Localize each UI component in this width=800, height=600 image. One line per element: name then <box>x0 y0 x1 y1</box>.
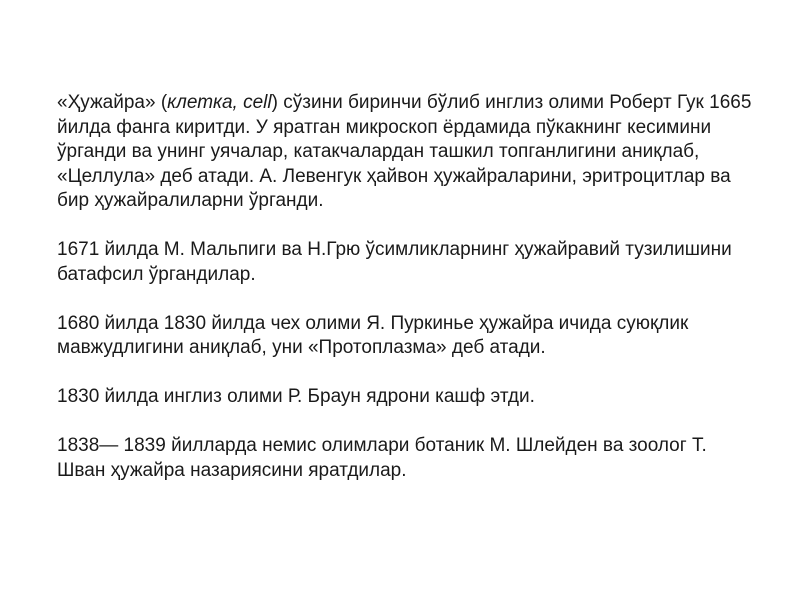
paragraph-purkinje: 1680 йилда 1830 йилда чех олими Я. Пуркинье ҳужайра ичида суюқлик мавжудлигини аниқлаб, уни «Протоплазма» деб атади. <box>57 312 689 358</box>
paragraph-text: ) сўзини биринчи бўлиб инглиз олими Роберт Гук 1665 йилда фанга киритди. У яратган микроскоп ёрдамида пўкакнинг кесимини ўрганди ва унинг уячалар, катакчалардан ташкил топганлигини аниқлаб, «Целлула» деб атади. А. Левенгук ҳайвон ҳужайраларини, эритроцитлар ва бир ҳужайралиларни ўрганди. <box>57 92 752 211</box>
document-body <box>57 91 757 483</box>
paragraph-schleiden-schwann: 1838— 1839 йилларда немис олимлари ботаник М. Шлейден ва зоолог Т. Шван ҳужайра назариясини яратдилар. <box>57 435 707 481</box>
paragraph-cell-discovery <box>57 91 757 214</box>
italic-term: клетка, cell <box>167 92 272 113</box>
paragraph-malpighi-grew: 1671 йилда М. Мальпиги ва Н.Грю ўсимликларнинг ҳужайравий тузилишини батафсил ўргандилар. <box>57 239 732 285</box>
paragraph-brown: 1830 йилда инглиз олими Р. Браун ядрони кашф этди. <box>57 386 535 407</box>
paragraph-text: «Ҳужайра» ( <box>57 92 168 113</box>
